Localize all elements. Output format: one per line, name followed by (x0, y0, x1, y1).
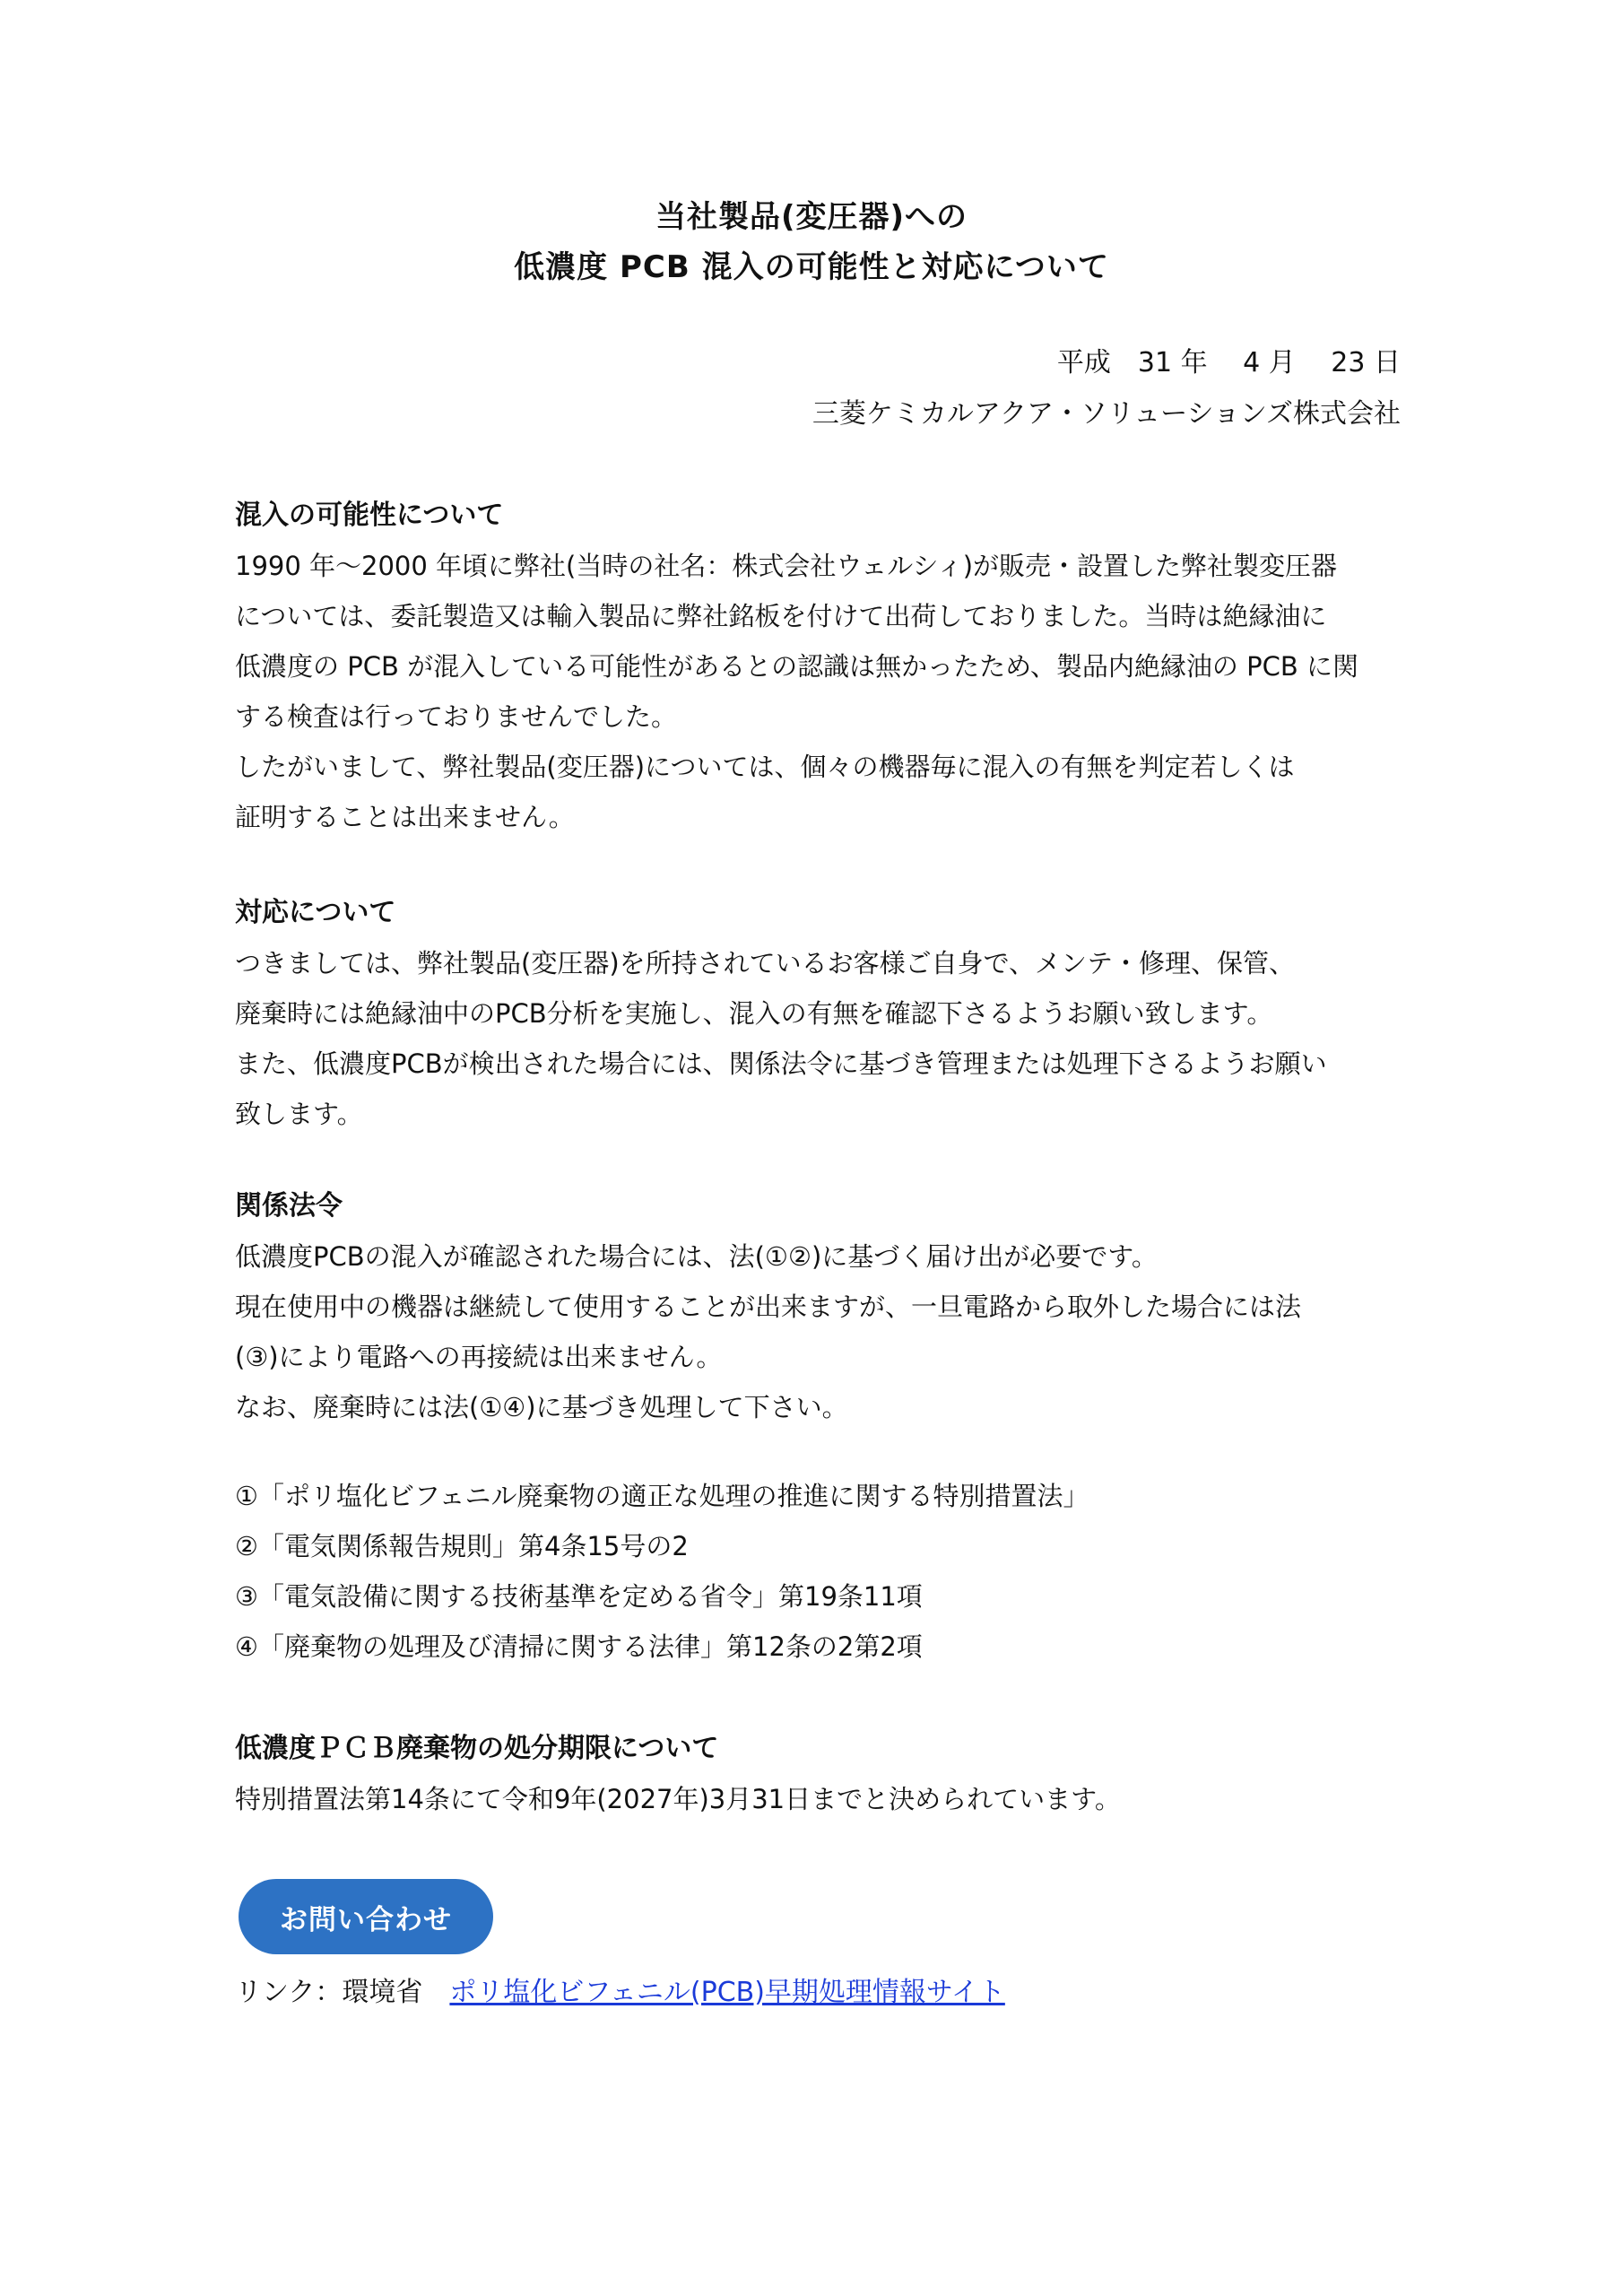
paragraph-line: 低濃度の PCB が混入している可能性があるとの認識は無かったため、製品内絶縁油の PCB に関 (235, 651, 1358, 682)
paragraph-line: したがいまして、弊社製品(変圧器)については、個々の機器毎に混入の有無を判定若しくは (235, 752, 1295, 782)
section-response (235, 895, 1436, 1139)
paragraph-line: 致します。 (235, 1099, 363, 1129)
section-deadline (235, 1731, 1436, 1824)
link-prefix: リンク：環境省 (235, 1977, 423, 2008)
paragraph-line: つきましては、弊社製品(変圧器)を所持されているお客様ご自身で、メンテ・修理、保管、 (235, 948, 1296, 978)
paragraph-line: 1990 年～2000 年頃に弊社(当時の社名：株式会社ウェルシィ)が販売・設置した弊社製変圧器 (235, 551, 1338, 581)
paragraph-line: については、委託製造又は輸入製品に弊社銘板を付けて出荷しておりました。当時は絶縁油に (235, 601, 1327, 631)
paragraph-line: 特別措置法第14条にて令和9年(2027年)3月31日までと決められています。 (235, 1784, 1121, 1814)
law-list-item: ①「ポリ塩化ビフェニル廃棄物の適正な処理の推進に関する特別措置法」 (235, 1481, 1089, 1511)
section-heading: 混入の可能性について (235, 500, 504, 531)
paragraph-line: 現在使用中の機器は継続して使用することが出来ますが、一旦電路から取外した場合には法 (235, 1292, 1302, 1322)
section-laws (235, 1188, 1436, 1432)
section-heading: 対応について (235, 897, 396, 928)
company-name: 三菱ケミカルアクア・ソリューションズ株式会社 (812, 398, 1401, 430)
document-title-line-2: 低濃度 PCB 混入の可能性と対応について (514, 249, 1109, 285)
law-list (235, 1471, 1436, 1672)
section-possibility (235, 498, 1436, 842)
document-title-line-1: 当社製品(変圧器)への (655, 199, 968, 235)
paragraph-line: なお、廃棄時には法(①④)に基づき処理して下さい。 (235, 1392, 848, 1422)
section-heading: 低濃度ＰＣＢ廃棄物の処分期限について (235, 1733, 719, 1764)
paragraph-line: (③)により電路への再接続は出来ません。 (235, 1342, 723, 1372)
paragraph-line: する検査は行っておりませんでした。 (235, 701, 678, 732)
law-list-item: ②「電気関係報告規則」第4条15号の2 (235, 1531, 689, 1561)
contact-button[interactable]: お問い合わせ (239, 1879, 493, 1954)
paragraph-line: 廃棄時には絶縁油中のPCB分析を実施し、混入の有無を確認下さるようお願い致します。 (235, 998, 1273, 1029)
paragraph-line: 証明することは出来ません。 (235, 802, 575, 832)
paragraph-line: また、低濃度PCBが検出された場合には、関係法令に基づき管理または処理下さるようお願い (235, 1048, 1327, 1079)
law-list-item: ④「廃棄物の処理及び清掃に関する法律」第12条の2第2項 (235, 1631, 923, 1662)
document-date: 平成 31 年 4 月 23 日 (1056, 347, 1401, 378)
section-heading: 関係法令 (235, 1190, 343, 1222)
law-list-item: ③「電気設備に関する技術基準を定める省令」第19条11項 (235, 1581, 923, 1612)
pcb-info-site-link[interactable]: ポリ塩化ビフェニル(PCB)早期処理情報サイト (449, 1977, 1005, 2008)
link-row (235, 1973, 1005, 2013)
paragraph-line: 低濃度PCBの混入が確認された場合には、法(①②)に基づく届け出が必要です。 (235, 1241, 1158, 1272)
